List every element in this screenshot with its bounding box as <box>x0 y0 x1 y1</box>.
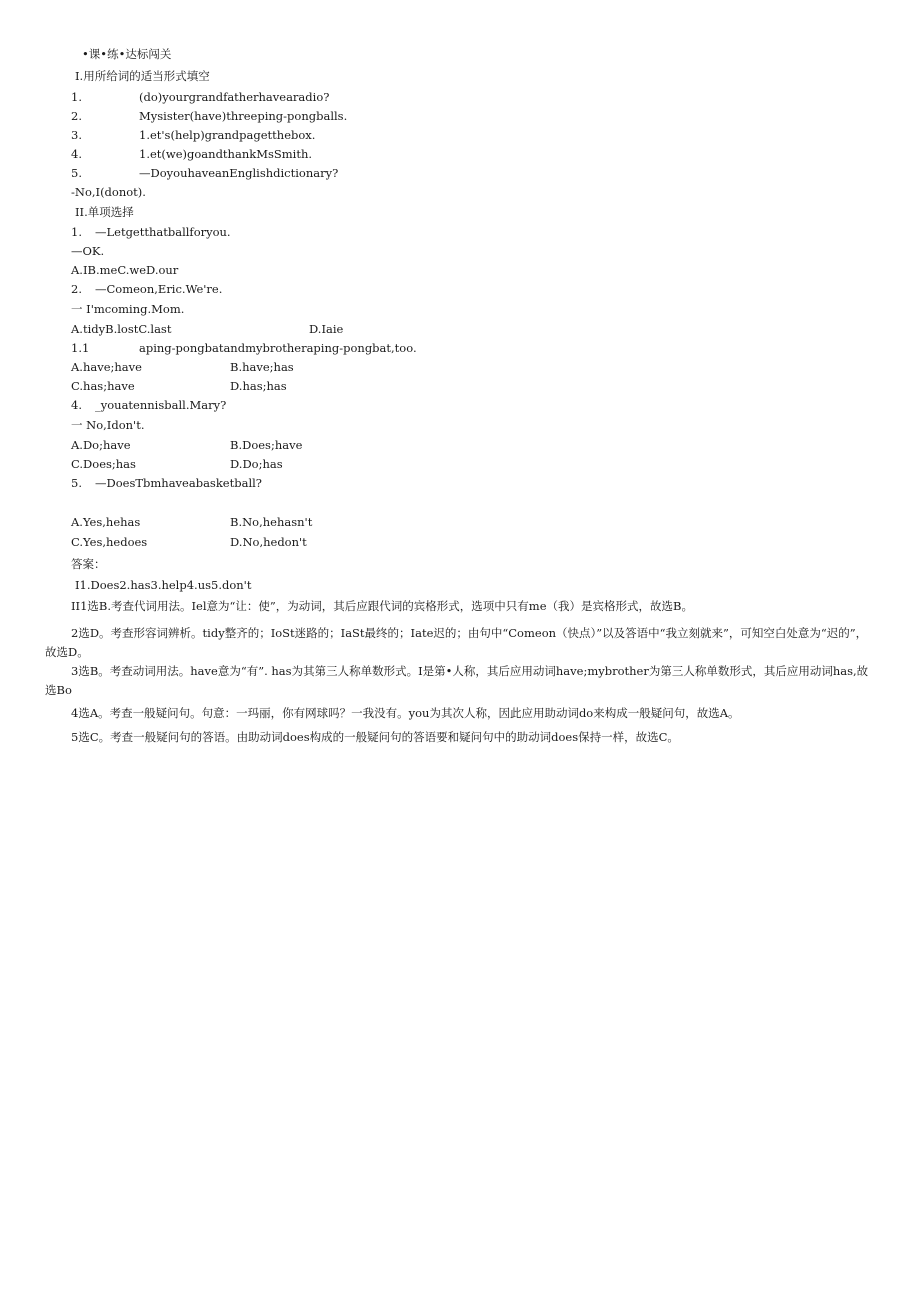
s2-q1-text: —Letgetthatballforyou. <box>95 225 231 239</box>
s2-q4-reply: 一 No,Idon't. <box>71 418 145 432</box>
section1-title: I.用所给词的适当形式填空 <box>75 69 210 83</box>
answer-explanation-3: 3选B。考查动词用法。have意为“有”. has为其第三人称单数形式。I是第•人称，其后应用动词have;mybrother为第三人称单数形式，其后应用动词has,故选Bo <box>45 664 869 697</box>
s2-q3-num: 1.1 <box>71 341 90 355</box>
s1-item2-text: Mysister(have)threeping-pongballs. <box>139 109 348 123</box>
s2-q3-option-c: C.has;have <box>71 379 135 393</box>
s1-item3-text: 1.et's(help)grandpagetthebox. <box>139 128 316 142</box>
s2-q2-num: 2. <box>71 282 82 296</box>
s1-item5-text: —DoyouhaveanEnglishdictionary? <box>139 166 339 180</box>
s2-q4-option-b: B.Does;have <box>230 438 303 452</box>
answers-line1: I1.Does2.has3.help4.us5.don't <box>75 578 252 592</box>
s2-q1-reply: —OK. <box>71 244 105 258</box>
s2-q1-num: 1. <box>71 225 82 239</box>
s2-q5-num: 5. <box>71 476 82 490</box>
s2-q1-options: A.IB.meC.weD.our <box>71 263 179 277</box>
s1-item5-answer: -No,I(donot). <box>71 185 146 199</box>
answer-explanation-4: 4选A。考查一般疑问句。句意：一玛丽，你有网球吗？一我没有。you为其次人称，因此应用助动词do来构成一般疑问句，故选A。 <box>71 706 740 720</box>
s2-q2-option-d: D.Iaie <box>309 322 344 336</box>
s2-q4-option-c: C.Does;has <box>71 457 136 471</box>
s1-item4-num: 4. <box>71 147 82 161</box>
answers-label: 答案： <box>71 557 106 571</box>
s2-q3-text: aping-pongbatandmybrotheraping-pongbat,too. <box>139 341 417 355</box>
answer-explanation-5: 5选C。考查一般疑问句的答语。由助动词does构成的一般疑问句的答语要和疑问句中的助动词does保持一样，故选C。 <box>71 730 679 744</box>
s2-q4-text: _youatennisball.Mary? <box>95 398 227 412</box>
s2-q4-option-d: D.Do;has <box>230 457 283 471</box>
s2-q3-option-d: D.has;has <box>230 379 287 393</box>
s2-q2-text: —Comeon,Eric.We're. <box>95 282 223 296</box>
s2-q3-option-a: A.have;have <box>71 360 142 374</box>
answer-explanation-2: 2选D。考查形容词辨析。tidy整齐的；IoSt迷路的；IaSt最终的；Iate迟的；由句中“Comeon（快点）”以及答语中“我立刻就来”，可知空白处意为“迟的”，故选D。 <box>45 626 868 659</box>
s1-item2-num: 2. <box>71 109 82 123</box>
s2-q4-num: 4. <box>71 398 82 412</box>
s2-q5-option-d: D.No,hedon't <box>230 535 307 549</box>
s2-q3-option-b: B.have;has <box>230 360 294 374</box>
s1-item1-text: (do)yourgrandfatherhavearadio? <box>139 90 330 104</box>
s2-q5-option-c: C.Yes,hedoes <box>71 535 148 549</box>
s2-q5-option-a: A.Yes,hehas <box>71 515 141 529</box>
s1-item1-num: 1. <box>71 90 82 104</box>
answer-explanation-1: II1选B.考查代词用法。Iel意为“让：使”，为动词，其后应跟代词的宾格形式，选项中只有me（我）是宾格形式，故选B。 <box>71 599 693 613</box>
s2-q4-option-a: A.Do;have <box>71 438 131 452</box>
section-header: •课•练•达标闯关 <box>82 47 172 61</box>
s2-q5-option-b: B.No,hehasn't <box>230 515 313 529</box>
s2-q2-reply: 一 I'mcoming.Mom. <box>71 302 185 316</box>
section2-title: II.单项选择 <box>75 205 134 219</box>
s1-item5-num: 5. <box>71 166 82 180</box>
s2-q2-options-abc: A.tidyB.lostC.last <box>71 322 172 336</box>
s1-item3-num: 3. <box>71 128 82 142</box>
s1-item4-text: 1.et(we)goandthankMsSmith. <box>139 147 313 161</box>
s2-q5-text: —DoesTbmhaveabasketball? <box>95 476 262 490</box>
